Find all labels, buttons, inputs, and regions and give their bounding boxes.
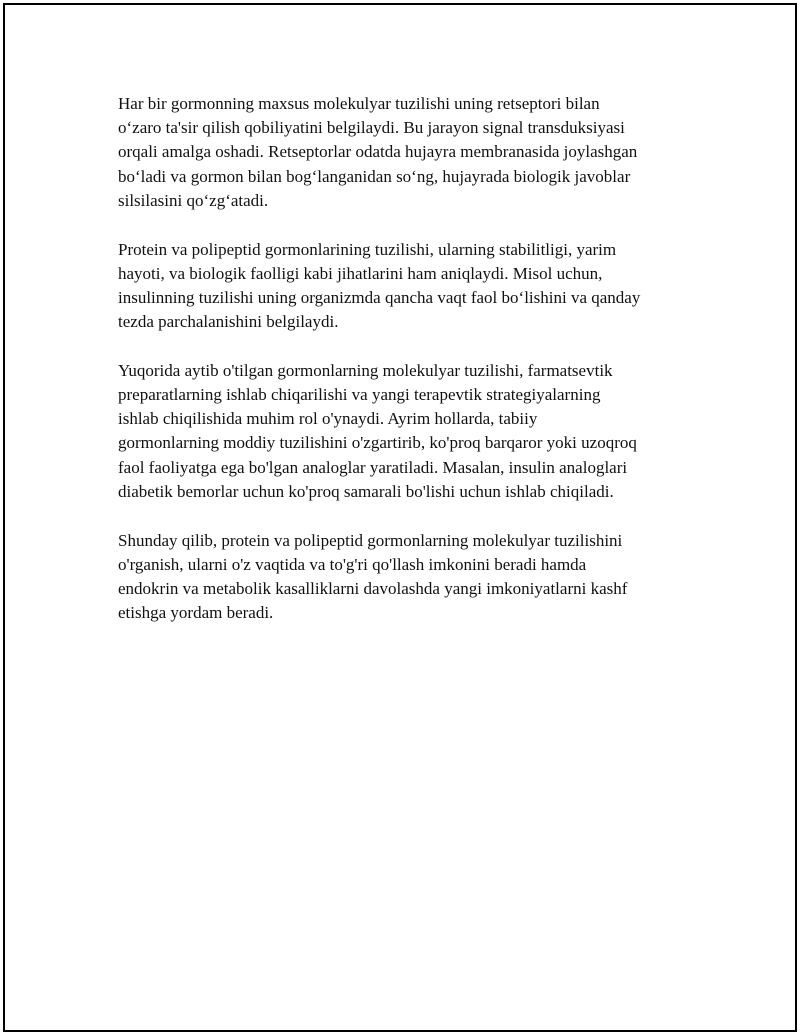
text-line: hayoti, va biologik faolligi kabi jihatlarini ham aniqlaydi. Misol uchun, xyxy=(118,263,603,283)
text-line: o‘zaro ta'sir qilish qobiliyatini belgilaydi. Bu jarayon signal transduksiyasi xyxy=(118,118,625,138)
text-line: faol faoliyatga ega bo'lgan analoglar yaratiladi. Masalan, insulin analoglari xyxy=(118,457,628,477)
text-line: gormonlarning moddiy tuzilishini o'zgartirib, ko'proq barqaror yoki uzoqroq xyxy=(118,433,637,453)
text-line: bo‘ladi va gormon bilan bog‘langanidan so‘ng, hujayrada biologik javoblar xyxy=(118,166,631,186)
paragraph-1 xyxy=(118,92,703,213)
text-line: o'rganish, ularni o'z vaqtida va to'g'ri qo'llash imkonini beradi hamda xyxy=(118,554,587,574)
text-line: Protein va polipeptid gormonlarining tuzilishi, ularning stabilitligi, yarim xyxy=(118,239,617,259)
text-line: endokrin va metabolik kasalliklarni davolashda yangi imkoniyatlarni kashf xyxy=(118,578,628,598)
text-line: diabetik bemorlar uchun ko'proq samarali bo'lishi uchun ishlab chiqiladi. xyxy=(118,481,614,501)
text-line: Har bir gormonning maxsus molekulyar tuzilishi uning retseptori bilan xyxy=(118,94,600,113)
text-line: ishlab chiqilishida muhim rol o'ynaydi. Ayrim hollarda, tabiiy xyxy=(118,409,538,429)
text-line: preparatlarning ishlab chiqarilishi va yangi terapevtik strategiyalarning xyxy=(118,385,601,405)
document-body xyxy=(118,92,703,650)
text-line: orqali amalga oshadi. Retseptorlar odatda hujayra membranasida joylashgan xyxy=(118,142,638,162)
paragraph-2 xyxy=(118,238,703,335)
text-line: etishga yordam beradi. xyxy=(118,603,274,623)
text-line: tezda parchalanishini belgilaydi. xyxy=(118,312,339,332)
text-line: insulinning tuzilishi uning organizmda qancha vaqt faol bo‘lishini va qanday xyxy=(118,287,641,307)
text-line: Yuqorida aytib o'tilgan gormonlarning molekulyar tuzilishi, farmatsevtik xyxy=(118,360,613,380)
text-line: Shunday qilib, protein va polipeptid gormonlarning molekulyar tuzilishini xyxy=(118,530,623,550)
paragraph-3 xyxy=(118,359,703,504)
text-line: silsilasini qo‘zg‘atadi. xyxy=(118,190,269,210)
paragraph-4 xyxy=(118,529,703,626)
